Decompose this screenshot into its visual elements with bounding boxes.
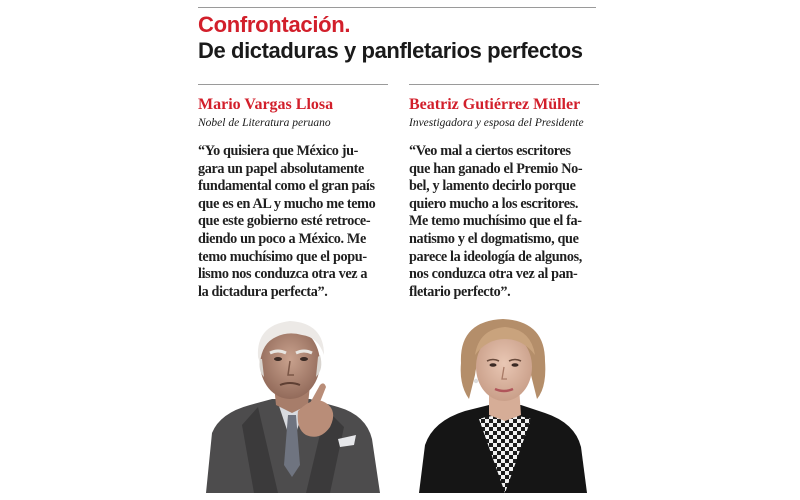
left-person-role: Nobel de Literatura peruano xyxy=(198,117,331,129)
quote-line: “Yo quisiera que México ju- xyxy=(198,143,359,159)
right-quote-column xyxy=(409,95,605,301)
right-person-name: Beatriz Gutiérrez Müller xyxy=(409,96,581,113)
right-person-role: Investigadora y esposa del Presidente xyxy=(409,117,584,129)
quote-line: natismo y el dogmatismo, que xyxy=(409,230,579,247)
quote-line: fletario perfecto”. xyxy=(409,283,511,300)
left-quote-column xyxy=(198,95,394,301)
right-quote xyxy=(409,143,605,301)
left-column-divider xyxy=(198,84,388,85)
quote-line: quiero mucho a los escritores. xyxy=(409,195,579,212)
quote-line: la dictadura perfecta”. xyxy=(198,283,328,300)
left-quote xyxy=(198,143,394,301)
right-column-divider xyxy=(409,84,599,85)
quote-line: nos conduzca otra vez al pan- xyxy=(409,266,578,283)
left-person-photo xyxy=(198,315,388,493)
quote-line: fundamental como el gran país xyxy=(198,178,375,195)
quote-line: “Veo mal a ciertos escritores xyxy=(409,143,571,159)
portrait-man-illustration xyxy=(198,315,388,493)
top-divider xyxy=(198,7,596,8)
portrait-woman-illustration xyxy=(409,315,599,493)
article-kicker: Confrontación. xyxy=(198,12,351,37)
left-person-name: Mario Vargas Llosa xyxy=(198,96,334,113)
quote-line: que es en AL y mucho me temo xyxy=(198,195,376,212)
quote-line: lismo nos conduzca otra vez a xyxy=(198,266,368,283)
quote-line: Me temo muchísimo que el fa- xyxy=(409,213,582,230)
quote-line: temo muchísimo que el popu- xyxy=(198,248,367,265)
quote-line: diendo un poco a México. Me xyxy=(198,230,366,247)
quote-line: gara un papel absolutamente xyxy=(198,160,364,177)
quote-line: parece la ideología de algunos, xyxy=(409,248,582,265)
quote-line: bel, y lamento decirlo porque xyxy=(409,178,576,195)
right-person-photo xyxy=(409,315,599,493)
quote-line: que este gobierno esté retroce- xyxy=(198,213,371,230)
article-headline: De dictaduras y panfletarios perfectos xyxy=(198,38,583,63)
quote-line: que han ganado el Premio No- xyxy=(409,160,583,177)
